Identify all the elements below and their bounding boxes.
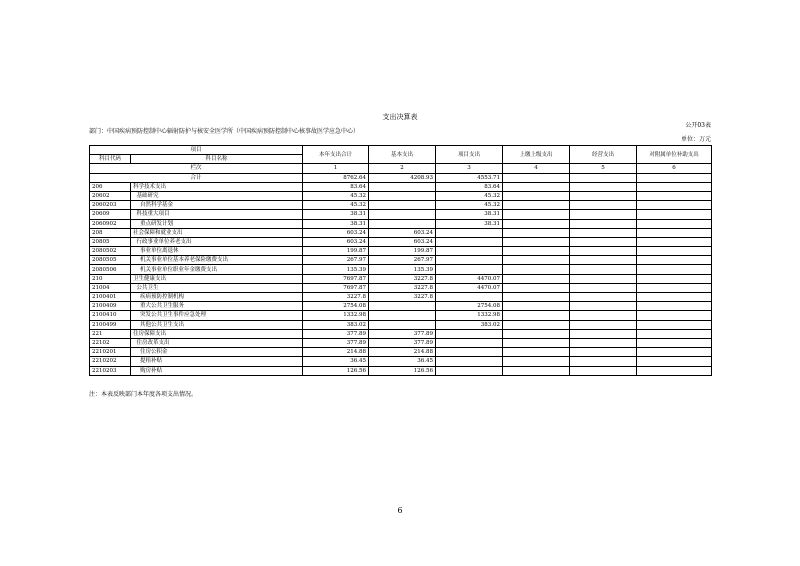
basic-expenditure: 199.87 [369, 247, 436, 256]
total-expenditure: 603.24 [303, 237, 369, 246]
remit-expenditure [503, 293, 570, 302]
total-expenditure: 377.89 [303, 329, 369, 338]
basic-expenditure: 603.24 [369, 228, 436, 237]
subject-code: 210 [90, 274, 131, 283]
operating-expenditure [570, 247, 637, 256]
table-row [90, 201, 712, 210]
subject-code: 2100499 [90, 320, 131, 329]
basic-expenditure [369, 210, 436, 219]
remit-expenditure [503, 338, 570, 347]
project-expenditure [436, 338, 503, 347]
subject-name: 事业单位离退休 [131, 247, 303, 256]
remit-expenditure [503, 191, 570, 200]
table-row [90, 191, 712, 200]
table-row [90, 338, 712, 347]
total-operating [570, 173, 637, 182]
header-basic: 基本支出 [369, 146, 436, 164]
basic-expenditure: 3227.8 [369, 283, 436, 292]
project-expenditure [436, 293, 503, 302]
subsidy-expenditure [637, 293, 712, 302]
subsidy-expenditure [637, 348, 712, 357]
table-row [90, 237, 712, 246]
subsidy-expenditure [637, 247, 712, 256]
subsidy-expenditure [637, 182, 712, 191]
basic-expenditure: 377.89 [369, 338, 436, 347]
operating-expenditure [570, 237, 637, 246]
table-row [90, 348, 712, 357]
subsidy-expenditure [637, 311, 712, 320]
subsidy-expenditure [637, 302, 712, 311]
remit-expenditure [503, 237, 570, 246]
total-expenditure: 45.32 [303, 191, 369, 200]
header-code: 科目代码 [90, 155, 131, 164]
remit-expenditure [503, 265, 570, 274]
total-expenditure: 38.31 [303, 219, 369, 228]
subject-name: 行政事业单位养老支出 [131, 237, 303, 246]
subject-name: 其他公共卫生支出 [131, 320, 303, 329]
subsidy-expenditure [637, 338, 712, 347]
operating-expenditure [570, 366, 637, 375]
total-expenditure: 3227.8 [303, 293, 369, 302]
total-basic: 4208.93 [369, 173, 436, 182]
subject-name: 住房保障支出 [131, 329, 303, 338]
subsidy-expenditure [637, 237, 712, 246]
unit-label: 单位：万元 [680, 136, 711, 143]
subsidy-expenditure [637, 191, 712, 200]
operating-expenditure [570, 348, 637, 357]
subsidy-expenditure [637, 201, 712, 210]
table-row [90, 265, 712, 274]
remit-expenditure [503, 201, 570, 210]
total-expenditure: 1332.98 [303, 311, 369, 320]
project-expenditure [436, 256, 503, 265]
operating-expenditure [570, 219, 637, 228]
remit-expenditure [503, 366, 570, 375]
table-row [90, 329, 712, 338]
subject-code: 20609 [90, 210, 131, 219]
basic-expenditure: 377.89 [369, 329, 436, 338]
remit-expenditure [503, 247, 570, 256]
remit-expenditure [503, 311, 570, 320]
table-row [90, 302, 712, 311]
header-operating: 经营支出 [570, 146, 637, 164]
operating-expenditure [570, 293, 637, 302]
subject-code: 2210203 [90, 366, 131, 375]
operating-expenditure [570, 210, 637, 219]
subsidy-expenditure [637, 274, 712, 283]
subject-code: 2080505 [90, 256, 131, 265]
subject-name: 公共卫生 [131, 283, 303, 292]
subject-name: 科学技术支出 [131, 182, 303, 191]
subject-code: 2060203 [90, 201, 131, 210]
remit-expenditure [503, 320, 570, 329]
col-number: 1 [303, 164, 369, 173]
subject-code: 2080502 [90, 247, 131, 256]
subject-name: 基础研究 [131, 191, 303, 200]
subject-name: 突发公共卫生事件应急处理 [131, 311, 303, 320]
table-row [90, 357, 712, 366]
remit-expenditure [503, 274, 570, 283]
project-expenditure [436, 237, 503, 246]
operating-expenditure [570, 311, 637, 320]
header-subsidy: 对附属单位补助支出 [637, 146, 712, 164]
form-number: 公开03表 [685, 122, 711, 129]
total-subsidy [637, 173, 712, 182]
basic-expenditure [369, 201, 436, 210]
total-expenditure: 377.89 [303, 338, 369, 347]
subject-name: 机关事业单位职业年金缴费支出 [131, 265, 303, 274]
subject-code: 2100409 [90, 302, 131, 311]
subject-name: 科技重大项目 [131, 210, 303, 219]
subject-code: 22102 [90, 338, 131, 347]
total-expenditure: 383.02 [303, 320, 369, 329]
operating-expenditure [570, 228, 637, 237]
subject-name: 疾病预防控制机构 [131, 293, 303, 302]
department-label: 部门：中国疾病预防控制中心辐射防护与核安全医学所（中国疾病预防控制中心核事故医学应急中心） [89, 128, 360, 135]
basic-expenditure [369, 302, 436, 311]
table-row [90, 366, 712, 375]
subsidy-expenditure [637, 265, 712, 274]
subject-name: 住房公积金 [131, 348, 303, 357]
project-expenditure: 38.31 [436, 210, 503, 219]
subject-code: 208 [90, 228, 131, 237]
project-expenditure [436, 348, 503, 357]
basic-expenditure [369, 219, 436, 228]
remit-expenditure [503, 283, 570, 292]
operating-expenditure [570, 201, 637, 210]
total-amount: 8762.64 [303, 173, 369, 182]
basic-expenditure [369, 320, 436, 329]
project-expenditure: 1332.98 [436, 311, 503, 320]
remit-expenditure [503, 329, 570, 338]
operating-expenditure [570, 274, 637, 283]
subsidy-expenditure [637, 329, 712, 338]
subsidy-expenditure [637, 210, 712, 219]
project-expenditure: 4470.07 [436, 283, 503, 292]
total-expenditure: 214.88 [303, 348, 369, 357]
project-expenditure [436, 366, 503, 375]
subject-code: 20602 [90, 191, 131, 200]
remit-expenditure [503, 357, 570, 366]
header-project: 项目支出 [436, 146, 503, 164]
subject-name: 购房补贴 [131, 366, 303, 375]
total-expenditure: 7697.87 [303, 283, 369, 292]
project-expenditure: 83.64 [436, 182, 503, 191]
subject-name: 自然科学基金 [131, 201, 303, 210]
table-row [90, 256, 712, 265]
subject-code: 2060902 [90, 219, 131, 228]
subject-name: 卫生健康支出 [131, 274, 303, 283]
operating-expenditure [570, 265, 637, 274]
header-remit: 上缴上级支出 [503, 146, 570, 164]
subject-code: 2080506 [90, 265, 131, 274]
project-expenditure: 38.31 [436, 219, 503, 228]
table-row [90, 182, 712, 191]
subject-name: 机关事业单位基本养老保险缴费支出 [131, 256, 303, 265]
project-expenditure: 4470.07 [436, 274, 503, 283]
project-expenditure: 2754.08 [436, 302, 503, 311]
subsidy-expenditure [637, 357, 712, 366]
col-number: 4 [503, 164, 570, 173]
total-expenditure: 83.64 [303, 182, 369, 191]
project-expenditure [436, 228, 503, 237]
basic-expenditure: 126.56 [369, 366, 436, 375]
table-row [90, 283, 712, 292]
col-number: 2 [369, 164, 436, 173]
header-name: 科目名称 [131, 155, 303, 164]
remit-expenditure [503, 348, 570, 357]
operating-expenditure [570, 256, 637, 265]
subject-code: 2100410 [90, 311, 131, 320]
basic-expenditure: 267.97 [369, 256, 436, 265]
total-expenditure: 7697.87 [303, 274, 369, 283]
table-row [90, 293, 712, 302]
project-expenditure: 383.02 [436, 320, 503, 329]
total-remit [503, 173, 570, 182]
subject-name: 重点研发计划 [131, 219, 303, 228]
total-expenditure: 199.87 [303, 247, 369, 256]
table-row [90, 274, 712, 283]
total-label: 合计 [90, 173, 303, 182]
subject-code: 221 [90, 329, 131, 338]
header-total: 本年支出合计 [303, 146, 369, 164]
table-row [90, 311, 712, 320]
basic-expenditure: 135.39 [369, 265, 436, 274]
expenditure-table [89, 145, 712, 376]
table-row [90, 210, 712, 219]
operating-expenditure [570, 320, 637, 329]
remit-expenditure [503, 219, 570, 228]
table-row [90, 247, 712, 256]
total-project: 4553.71 [436, 173, 503, 182]
remit-expenditure [503, 210, 570, 219]
subject-code: 20805 [90, 237, 131, 246]
basic-expenditure: 3227.8 [369, 274, 436, 283]
subject-code: 2100401 [90, 293, 131, 302]
table-note: 注：本表反映部门本年度各项支出情况。 [89, 391, 198, 398]
total-expenditure: 45.32 [303, 201, 369, 210]
project-expenditure [436, 357, 503, 366]
table-row [90, 219, 712, 228]
project-expenditure [436, 247, 503, 256]
subject-name: 重大公共卫生服务 [131, 302, 303, 311]
table-title: 支出决算表 [382, 113, 418, 121]
operating-expenditure [570, 283, 637, 292]
subject-code: 2210202 [90, 357, 131, 366]
operating-expenditure [570, 357, 637, 366]
remit-expenditure [503, 302, 570, 311]
subject-code: 206 [90, 182, 131, 191]
remit-expenditure [503, 256, 570, 265]
subsidy-expenditure [637, 228, 712, 237]
col-number: 3 [436, 164, 503, 173]
total-expenditure: 38.31 [303, 210, 369, 219]
page-number: 6 [397, 506, 403, 515]
operating-expenditure [570, 182, 637, 191]
total-expenditure: 126.56 [303, 366, 369, 375]
operating-expenditure [570, 338, 637, 347]
col-number: 6 [637, 164, 712, 173]
basic-expenditure [369, 182, 436, 191]
basic-expenditure [369, 191, 436, 200]
total-expenditure: 135.39 [303, 265, 369, 274]
remit-expenditure [503, 228, 570, 237]
subject-code: 2210201 [90, 348, 131, 357]
subsidy-expenditure [637, 219, 712, 228]
header-item: 项目 [90, 146, 303, 155]
subject-name: 提租补贴 [131, 357, 303, 366]
total-expenditure: 2754.08 [303, 302, 369, 311]
basic-expenditure: 214.88 [369, 348, 436, 357]
basic-expenditure: 3227.8 [369, 293, 436, 302]
total-expenditure: 36.45 [303, 357, 369, 366]
basic-expenditure: 603.24 [369, 237, 436, 246]
project-expenditure [436, 329, 503, 338]
header-col-index: 栏次 [90, 164, 303, 173]
subject-name: 社会保障和就业支出 [131, 228, 303, 237]
subject-name: 住房改革支出 [131, 338, 303, 347]
remit-expenditure [503, 182, 570, 191]
operating-expenditure [570, 329, 637, 338]
project-expenditure: 45.32 [436, 191, 503, 200]
total-expenditure: 603.24 [303, 228, 369, 237]
subsidy-expenditure [637, 256, 712, 265]
project-expenditure: 45.32 [436, 201, 503, 210]
total-expenditure: 267.97 [303, 256, 369, 265]
project-expenditure [436, 265, 503, 274]
operating-expenditure [570, 191, 637, 200]
basic-expenditure: 36.45 [369, 357, 436, 366]
subject-code: 21004 [90, 283, 131, 292]
table-row [90, 228, 712, 237]
col-number: 5 [570, 164, 637, 173]
subsidy-expenditure [637, 283, 712, 292]
table-row [90, 320, 712, 329]
subsidy-expenditure [637, 320, 712, 329]
basic-expenditure [369, 311, 436, 320]
operating-expenditure [570, 302, 637, 311]
subsidy-expenditure [637, 366, 712, 375]
